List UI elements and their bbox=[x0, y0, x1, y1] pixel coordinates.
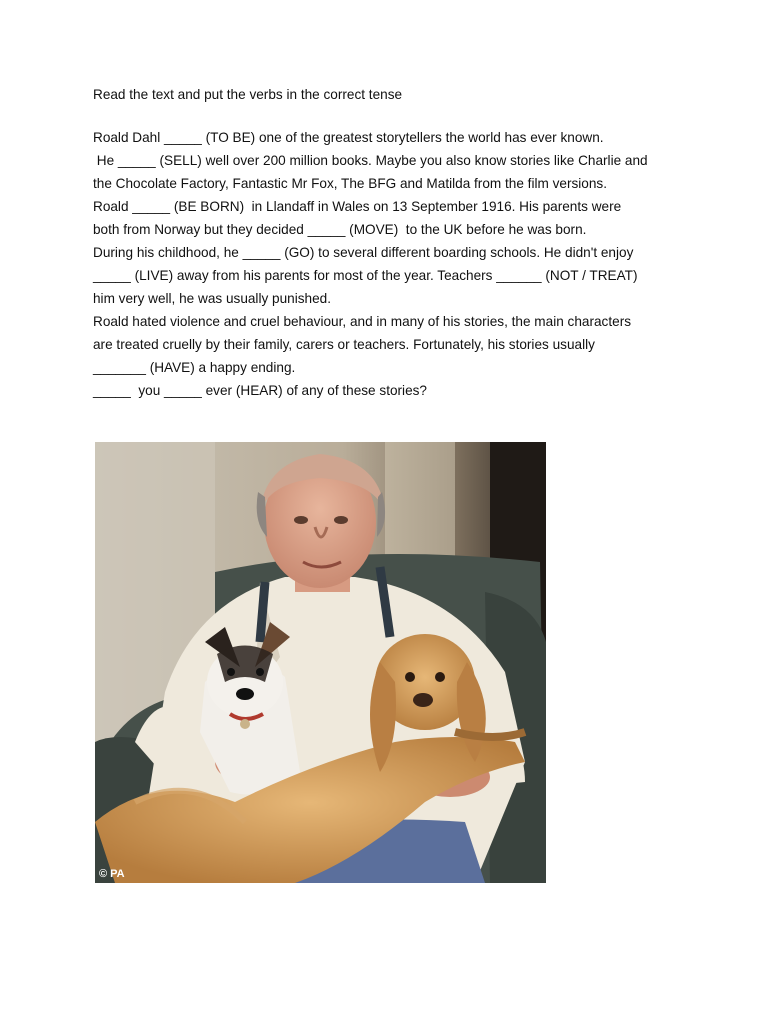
exercise-line: him very well, he was usually punished. bbox=[93, 291, 332, 306]
photo-credit: © PA bbox=[99, 868, 125, 880]
exercise-text bbox=[93, 126, 693, 402]
exercise-line: During his childhood, he _____ (GO) to several different boarding schools. He didn't enjoy bbox=[93, 245, 634, 260]
instruction-heading: Read the text and put the verbs in the correct tense bbox=[93, 87, 403, 102]
exercise-line: both from Norway but they decided _____ (MOVE) to the UK before he was born. bbox=[93, 222, 587, 237]
exercise-line: _____ you _____ ever (HEAR) of any of these stories? bbox=[93, 383, 427, 398]
exercise-line: He _____ (SELL) well over 200 million books. Maybe you also know stories like Charlie and bbox=[93, 153, 648, 168]
photo-illustration bbox=[95, 442, 546, 883]
exercise-line: Roald hated violence and cruel behaviour, and in many of his stories, the main characters bbox=[93, 314, 632, 329]
exercise-line: the Chocolate Factory, Fantastic Mr Fox, The BFG and Matilda from the film versions. bbox=[93, 176, 607, 191]
exercise-line: _____ (LIVE) away from his parents for most of the year. Teachers ______ (NOT / TREAT) bbox=[93, 268, 638, 283]
author-with-dogs-photo bbox=[95, 442, 546, 883]
exercise-line: are treated cruelly by their family, carers or teachers. Fortunately, his stories usually bbox=[93, 337, 595, 352]
exercise-line: Roald _____ (BE BORN) in Llandaff in Wales on 13 September 1916. His parents were bbox=[93, 199, 622, 214]
exercise-line: Roald Dahl _____ (TO BE) one of the greatest storytellers the world has ever known. bbox=[93, 130, 604, 145]
exercise-line: _______ (HAVE) a happy ending. bbox=[93, 360, 296, 375]
